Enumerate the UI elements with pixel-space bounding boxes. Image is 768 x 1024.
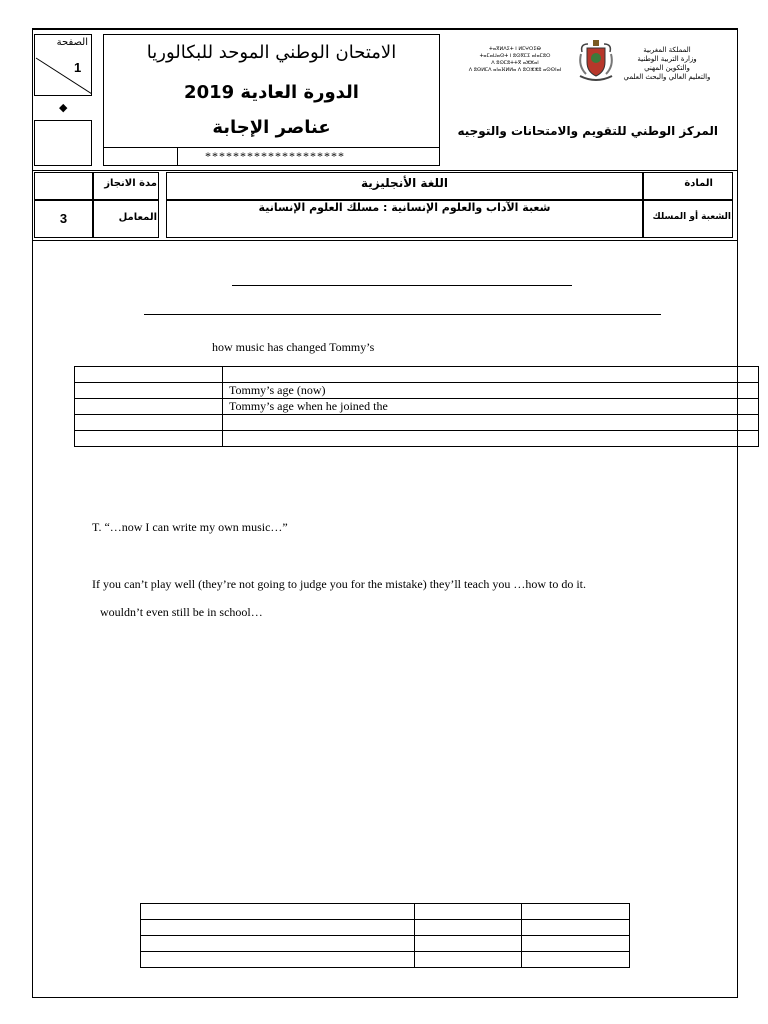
table-row [141, 904, 630, 920]
table-cell [522, 920, 630, 936]
table-cell [75, 415, 223, 431]
page-number: 1 [74, 60, 82, 75]
table-cell [141, 952, 415, 968]
tifinagh-line: ⵜⴰⵎⴰⵡⴰⵙⵜ ⵏ ⵓⵙⴳⵎⵉ ⴰⵏⴰⵎⵓⵔ [479, 53, 551, 59]
ministry-line: والتعليم العالي والبحث العلمي [623, 73, 711, 81]
table-cell [522, 936, 630, 952]
table-cell [522, 904, 630, 920]
table-row [141, 920, 630, 936]
table-row [141, 952, 630, 968]
table-cell [141, 920, 415, 936]
diamond-icon: ◆ [59, 102, 68, 114]
ministry-line: والتكوين المهني [644, 64, 690, 72]
table-cell [223, 431, 759, 447]
table-cell: Tommy’s age (now) [223, 383, 759, 399]
table-row [75, 367, 759, 383]
coat-of-arms-icon [576, 38, 616, 82]
blank-line-2 [144, 314, 661, 315]
table-cell [223, 415, 759, 431]
table-row [75, 415, 759, 431]
table-row [75, 431, 759, 447]
center-name: المركز الوطني للتقويم والامتحانات والتوجيه [457, 124, 718, 138]
table-row [141, 936, 630, 952]
info-bottom-line [33, 240, 737, 241]
table-cell [75, 367, 223, 383]
tifinagh-line: ⵜⴰⴳⵍⴷⵉⵜ ⵏ ⵍⵎⵖⵔⵉⴱ [489, 46, 541, 52]
quote-3: wouldn’t even still be in school… [100, 605, 263, 619]
table-cell [415, 904, 522, 920]
duration-label: مدة الانجاز [104, 178, 157, 189]
table-cell [75, 431, 223, 447]
tifinagh-line: ⴷ ⵓⵙⵎⵓⵜⵜⴳ ⴰⵣⵣⴰⵏ [491, 60, 539, 66]
ministry-line: المملكة المغربية [643, 46, 691, 54]
tifinagh-line: ⴷ ⵓⵙⵍⵎⴷ ⴰⵏⴰⴼⵍⵍⴰ ⴷ ⵓⵔⵣⵣⵓ ⴰⵙⵙⵏⴰⵏ [468, 67, 562, 73]
table-cell [415, 936, 522, 952]
table-cell [75, 383, 223, 399]
quote-2: If you can’t play well (they’re not going to judge you for the mistake) they’ll teach you …how to do it. [92, 577, 586, 591]
table-cell [415, 952, 522, 968]
session-title: الدورة العادية 2019 [184, 82, 359, 103]
quote-1: T. “…now I can write my own music…” [92, 520, 288, 534]
table-row [75, 399, 759, 415]
page-label: الصفحة [56, 37, 88, 48]
table-cell [75, 399, 223, 415]
branch-value: شعبة الآداب والعلوم الإنسانية : مسلك العلوم الإنسانية [258, 201, 551, 214]
table-row [75, 383, 759, 399]
exam-title: الامتحان الوطني الموحد للبكالوريا [146, 42, 397, 63]
diagonal-line [34, 56, 92, 96]
table-cell [223, 367, 759, 383]
subject-label: المادة [684, 178, 713, 189]
empty-box [34, 120, 92, 166]
answer-table-1 [74, 366, 759, 447]
info-top-line [33, 170, 737, 171]
table-cell [141, 904, 415, 920]
title-divider [103, 147, 440, 148]
answer-line: how music has changed Tommy’s [212, 340, 375, 354]
branch-label: الشعبة أو المسلك [652, 212, 731, 222]
ministry-line: وزارة التربية الوطنية [637, 55, 697, 63]
coef-label: المعامل [118, 212, 157, 223]
blank-line-1 [232, 285, 572, 286]
coef-value: 3 [59, 211, 68, 226]
duration-value-cell [34, 172, 93, 200]
stars-left-divider [177, 147, 178, 166]
table-cell [415, 920, 522, 936]
ministry-block [612, 46, 722, 82]
table-cell [141, 936, 415, 952]
answer-table-2 [140, 903, 630, 968]
subject-value: اللغة الأنجليزية [361, 176, 448, 190]
table-cell [522, 952, 630, 968]
tifinagh-block [460, 46, 570, 74]
table-cell: Tommy’s age when he joined the [223, 399, 759, 415]
stars-line: ******************** [205, 149, 345, 163]
answer-key-title: عناصر الإجابة [212, 117, 331, 138]
